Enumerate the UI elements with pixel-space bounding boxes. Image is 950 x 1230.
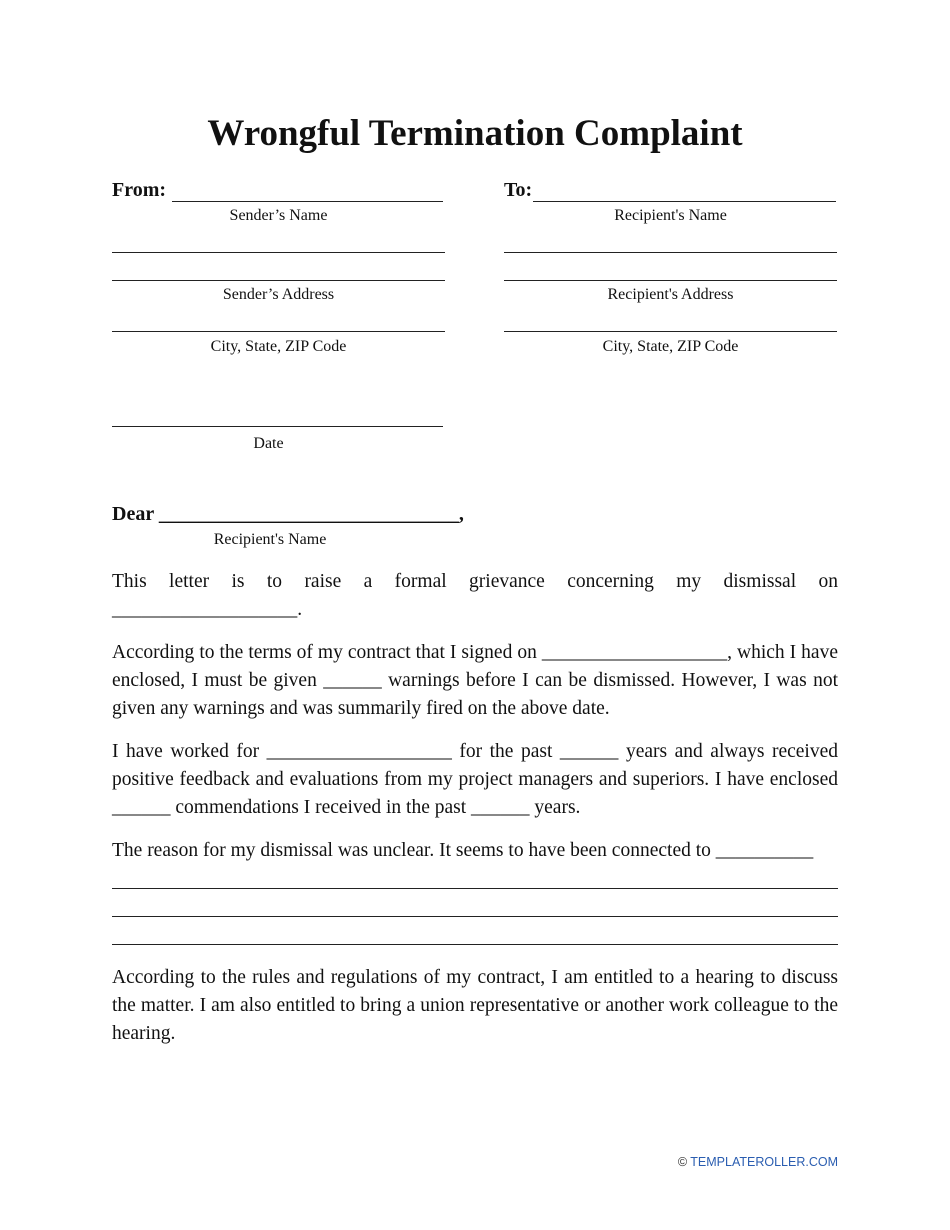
recipient-name-line[interactable] — [533, 201, 836, 202]
sender-city-line[interactable] — [112, 331, 445, 332]
salutation-blank[interactable]: ______________________________, — [158, 503, 464, 525]
sender-name-line[interactable] — [172, 201, 443, 202]
paragraph-hearing: According to the rules and regulations of my contract, I am entitled to a hearing to discuss the matter. I am also entitled to bring a union representative or another work colleague to the hearing. — [112, 967, 838, 1044]
recipient-address-caption: Recipient's Address — [607, 286, 734, 303]
from-label: From: — [112, 179, 167, 201]
paragraph-contract: According to the terms of my contract that I signed on ___________________, which I have enclosed, I must be given ______ warnings before I can be dismissed. However, I was not given any warnings and was summarily fired on the above date. — [112, 642, 838, 719]
recipient-city-caption: City, State, ZIP Code — [602, 338, 739, 355]
paragraph-reason: The reason for my dismissal was unclear. It seems to have been connected to __________ — [112, 840, 814, 861]
salutation — [112, 503, 464, 526]
reason-line-2[interactable] — [112, 916, 838, 917]
recipient-city-line[interactable] — [504, 331, 837, 332]
document-title: Wrongful Termination Complaint — [207, 113, 743, 154]
sender-address-caption: Sender’s Address — [222, 286, 335, 303]
sender-address-line-1[interactable] — [112, 252, 445, 253]
salutation-label: Dear — [112, 503, 154, 525]
to-label: To: — [504, 179, 533, 201]
recipient-address-line-2[interactable] — [504, 280, 837, 281]
paragraph-work-history: I have worked for ___________________ for the past ______ years and always received positive feedback and evaluations from my project managers and superiors. I have enclosed ______ commendations I received in the past ______ years. — [112, 741, 838, 818]
footer-credit — [678, 1155, 838, 1169]
salutation-caption: Recipient's Name — [213, 531, 327, 548]
reason-line-3[interactable] — [112, 944, 838, 945]
date-caption: Date — [253, 435, 284, 452]
sender-city-caption: City, State, ZIP Code — [210, 338, 347, 355]
recipient-address-line-1[interactable] — [504, 252, 837, 253]
brand-link[interactable]: TEMPLATEROLLER.COM — [690, 1155, 838, 1169]
paragraph-dismissal: This letter is to raise a formal grievance concerning my dismissal on ___________________. — [112, 571, 838, 620]
sender-address-line-2[interactable] — [112, 280, 445, 281]
recipient-name-caption: Recipient's Name — [614, 207, 727, 224]
reason-line-1[interactable] — [112, 888, 838, 889]
date-line[interactable] — [112, 426, 443, 427]
copyright-symbol: © — [677, 1155, 688, 1169]
sender-name-caption: Sender’s Name — [229, 207, 328, 224]
